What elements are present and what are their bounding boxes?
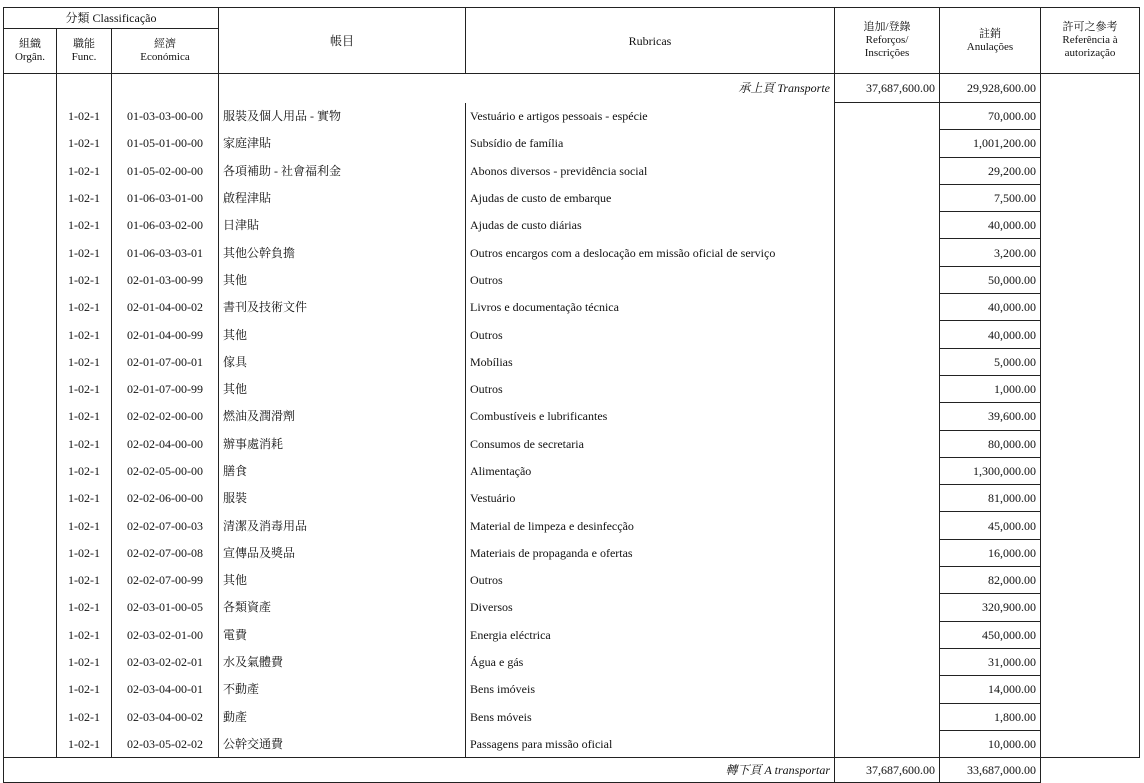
- annulments-amount: 5,000.00: [940, 348, 1041, 375]
- item-zh: 其他: [219, 321, 466, 348]
- item-zh: 各類資產: [219, 594, 466, 621]
- reinforcements-cell: [835, 430, 940, 457]
- organic-cell: [4, 239, 57, 266]
- transport-out-annulments: 33,687,000.00: [940, 758, 1041, 783]
- rubrica-pt: Combustíveis e lubrificantes: [466, 403, 835, 430]
- organic-cell: [4, 648, 57, 675]
- annulments-amount: 14,000.00: [940, 676, 1041, 703]
- item-zh: 水及氣體費: [219, 648, 466, 675]
- reinforcements-cell: [835, 184, 940, 211]
- item-zh: 各項補助 - 社會福利金: [219, 157, 466, 184]
- organic-cell: [4, 567, 57, 594]
- reference-cell: [1041, 184, 1140, 211]
- annulments-amount: 3,200.00: [940, 239, 1041, 266]
- rubrica-pt: Passagens para missão oficial: [466, 730, 835, 757]
- reference-cell: [1041, 621, 1140, 648]
- reinforcements-cell: [835, 103, 940, 130]
- functional-code: 1-02-1: [57, 539, 112, 566]
- economic-code: 02-01-03-00-99: [112, 266, 219, 293]
- annulments-amount: 82,000.00: [940, 567, 1041, 594]
- item-zh: 宣傳品及獎品: [219, 539, 466, 566]
- item-zh: 動產: [219, 703, 466, 730]
- functional-code: 1-02-1: [57, 212, 112, 239]
- functional-code: 1-02-1: [57, 130, 112, 157]
- item-zh: 日津貼: [219, 212, 466, 239]
- transport-out-reinforcements: 37,687,600.00: [835, 758, 940, 783]
- item-zh: 啟程津貼: [219, 184, 466, 211]
- reinforcements-cell: [835, 321, 940, 348]
- reference-cell: [1041, 266, 1140, 293]
- table-row: [4, 184, 1140, 211]
- functional-code: 1-02-1: [57, 375, 112, 402]
- rubrica-pt: Outros: [466, 567, 835, 594]
- economic-code: 02-03-04-00-02: [112, 703, 219, 730]
- organic-cell: [4, 103, 57, 130]
- annulments-amount: 31,000.00: [940, 648, 1041, 675]
- annulments-amount: 1,000.00: [940, 375, 1041, 402]
- economic-code: 02-02-07-00-99: [112, 567, 219, 594]
- reference-cell: [1041, 594, 1140, 621]
- annulments-amount: 70,000.00: [940, 103, 1041, 130]
- rubrica-pt: Ajudas de custo diárias: [466, 212, 835, 239]
- functional-code: 1-02-1: [57, 703, 112, 730]
- reinforcements-cell: [835, 648, 940, 675]
- organic-cell: [4, 457, 57, 484]
- economic-header: 經濟 Económica: [112, 29, 219, 74]
- reference-cell: [1041, 567, 1140, 594]
- economic-code: 02-03-02-01-00: [112, 621, 219, 648]
- reinforcements-cell: [835, 348, 940, 375]
- item-zh: 清潔及消毒用品: [219, 512, 466, 539]
- rubrica-pt: Bens móveis: [466, 703, 835, 730]
- rubrica-pt: Mobílias: [466, 348, 835, 375]
- table-row: [4, 103, 1140, 130]
- reference-cell: [1041, 457, 1140, 484]
- annulments-amount: 50,000.00: [940, 266, 1041, 293]
- rubrica-pt: Outros: [466, 321, 835, 348]
- annulments-amount: 40,000.00: [940, 212, 1041, 239]
- table-row: [4, 266, 1140, 293]
- annulments-amount: 39,600.00: [940, 403, 1041, 430]
- reference-cell: [1041, 321, 1140, 348]
- rubrica-pt: Bens imóveis: [466, 676, 835, 703]
- reference-cell: [1041, 239, 1140, 266]
- functional-code: 1-02-1: [57, 512, 112, 539]
- table-row: [4, 567, 1140, 594]
- item-zh: 公幹交通費: [219, 730, 466, 757]
- transport-in-row: [4, 74, 1140, 103]
- reference-cell: [1041, 294, 1140, 321]
- organic-cell: [4, 375, 57, 402]
- functional-code: 1-02-1: [57, 157, 112, 184]
- reference-cell: [1041, 648, 1140, 675]
- reinforcements-cell: [835, 512, 940, 539]
- annulments-amount: 29,200.00: [940, 157, 1041, 184]
- rubrica-pt: Abonos diversos - previdência social: [466, 157, 835, 184]
- rubrica-pt: Alimentação: [466, 457, 835, 484]
- rubrica-pt: Água e gás: [466, 648, 835, 675]
- functional-code: 1-02-1: [57, 485, 112, 512]
- rubrica-pt: Subsídio de família: [466, 130, 835, 157]
- organic-cell: [4, 676, 57, 703]
- reinforcements-cell: [835, 485, 940, 512]
- table-row: [4, 703, 1140, 730]
- rubrica-pt: Vestuário: [466, 485, 835, 512]
- organic-cell: [4, 539, 57, 566]
- organic-cell: [4, 266, 57, 293]
- transport-in-annulments: 29,928,600.00: [940, 74, 1041, 103]
- reinforcements-cell: [835, 130, 940, 157]
- table-row: [4, 348, 1140, 375]
- economic-code: 02-02-05-00-00: [112, 457, 219, 484]
- annulments-amount: 1,800.00: [940, 703, 1041, 730]
- annulments-amount: 1,300,000.00: [940, 457, 1041, 484]
- transport-in-label: 承上頁 Transporte: [219, 74, 835, 103]
- functional-code: 1-02-1: [57, 103, 112, 130]
- reinforcements-cell: [835, 730, 940, 757]
- organic-cell: [4, 403, 57, 430]
- item-zh: 不動產: [219, 676, 466, 703]
- reinforcements-cell: [835, 567, 940, 594]
- economic-code: 02-01-04-00-99: [112, 321, 219, 348]
- annulments-amount: 1,001,200.00: [940, 130, 1041, 157]
- reinforcements-header: 追加/登錄 Reforços/ Inscrições: [835, 8, 940, 74]
- reinforcements-cell: [835, 239, 940, 266]
- economic-code: 01-06-03-03-01: [112, 239, 219, 266]
- economic-code: 02-03-05-02-02: [112, 730, 219, 757]
- item-zh: 其他: [219, 266, 466, 293]
- rubrica-pt: Diversos: [466, 594, 835, 621]
- item-zh: 其他: [219, 375, 466, 402]
- transport-out-row: [4, 758, 1140, 783]
- rubrica-pt: Outros encargos com a deslocação em missão oficial de serviço: [466, 239, 835, 266]
- economic-code: 02-03-01-00-05: [112, 594, 219, 621]
- annulments-amount: 10,000.00: [940, 730, 1041, 757]
- functional-code: 1-02-1: [57, 266, 112, 293]
- economic-code: 02-02-02-00-00: [112, 403, 219, 430]
- functional-code: 1-02-1: [57, 730, 112, 757]
- reference-cell: [1041, 403, 1140, 430]
- functional-code: 1-02-1: [57, 348, 112, 375]
- annulments-amount: 7,500.00: [940, 184, 1041, 211]
- reference-cell: [1041, 375, 1140, 402]
- reference-cell: [1041, 348, 1140, 375]
- annulments-amount: 45,000.00: [940, 512, 1041, 539]
- reinforcements-cell: [835, 375, 940, 402]
- reference-cell: [1041, 212, 1140, 239]
- table-row: [4, 294, 1140, 321]
- economic-code: 02-02-07-00-03: [112, 512, 219, 539]
- reinforcements-cell: [835, 594, 940, 621]
- economic-code: 02-01-07-00-99: [112, 375, 219, 402]
- annulments-amount: 16,000.00: [940, 539, 1041, 566]
- rubrica-pt: Livros e documentação técnica: [466, 294, 835, 321]
- item-zh: 服裝及個人用品 - 實物: [219, 103, 466, 130]
- ledger-table: [3, 7, 1140, 783]
- reinforcements-cell: [835, 212, 940, 239]
- table-row: [4, 676, 1140, 703]
- item-zh: 膳食: [219, 457, 466, 484]
- table-row: [4, 539, 1140, 566]
- table-row: [4, 457, 1140, 484]
- ledger-body: [4, 74, 1140, 758]
- functional-code: 1-02-1: [57, 294, 112, 321]
- economic-code: 01-05-01-00-00: [112, 130, 219, 157]
- item-zh: 書刊及技術文件: [219, 294, 466, 321]
- economic-code: 01-03-03-00-00: [112, 103, 219, 130]
- economic-code: 02-02-04-00-00: [112, 430, 219, 457]
- organic-cell: [4, 157, 57, 184]
- rubrica-pt: Material de limpeza e desinfecção: [466, 512, 835, 539]
- rubrica-pt: Energia eléctrica: [466, 621, 835, 648]
- economic-code: 02-03-04-00-01: [112, 676, 219, 703]
- annulments-amount: 40,000.00: [940, 294, 1041, 321]
- organic-header: 組織 Orgân.: [4, 29, 57, 74]
- reinforcements-cell: [835, 457, 940, 484]
- reinforcements-cell: [835, 294, 940, 321]
- functional-code: 1-02-1: [57, 184, 112, 211]
- table-row: [4, 403, 1140, 430]
- organic-cell: [4, 703, 57, 730]
- table-row: [4, 512, 1140, 539]
- organic-cell: [4, 212, 57, 239]
- organic-cell: [4, 130, 57, 157]
- organic-cell: [4, 621, 57, 648]
- organic-cell: [4, 594, 57, 621]
- table-row: [4, 430, 1140, 457]
- organic-cell: [4, 321, 57, 348]
- transport-in-reinforcements: 37,687,600.00: [835, 74, 940, 103]
- rubrica-pt: Consumos de secretaria: [466, 430, 835, 457]
- item-zh: 傢具: [219, 348, 466, 375]
- economic-code: 02-01-07-00-01: [112, 348, 219, 375]
- table-row: [4, 239, 1140, 266]
- table-row: [4, 730, 1140, 757]
- functional-code: 1-02-1: [57, 403, 112, 430]
- functional-code: 1-02-1: [57, 430, 112, 457]
- organic-cell: [4, 512, 57, 539]
- reference-cell: [1041, 703, 1140, 730]
- reinforcements-cell: [835, 266, 940, 293]
- item-zh: 其他: [219, 567, 466, 594]
- functional-code: 1-02-1: [57, 239, 112, 266]
- transport-out-label: 轉下頁 A transportar: [4, 758, 835, 783]
- economic-code: 02-02-07-00-08: [112, 539, 219, 566]
- classification-header: 分類 Classificação: [4, 8, 219, 29]
- annulments-amount: 450,000.00: [940, 621, 1041, 648]
- reference-cell: [1041, 157, 1140, 184]
- rubricas-header: Rubricas: [466, 8, 835, 74]
- economic-code: 01-06-03-02-00: [112, 212, 219, 239]
- functional-header: 職能 Func.: [57, 29, 112, 74]
- reinforcements-cell: [835, 157, 940, 184]
- table-row: [4, 485, 1140, 512]
- annulments-amount: 320,900.00: [940, 594, 1041, 621]
- reinforcements-cell: [835, 621, 940, 648]
- table-row: [4, 321, 1140, 348]
- economic-code: 01-06-03-01-00: [112, 184, 219, 211]
- reference-cell: [1041, 676, 1140, 703]
- item-zh: 辦事處消耗: [219, 430, 466, 457]
- reinforcements-cell: [835, 539, 940, 566]
- item-zh: 燃油及潤滑劑: [219, 403, 466, 430]
- item-zh: 服裝: [219, 485, 466, 512]
- functional-code: 1-02-1: [57, 621, 112, 648]
- economic-code: 02-02-06-00-00: [112, 485, 219, 512]
- reference-cell: [1041, 539, 1140, 566]
- economic-code: 01-05-02-00-00: [112, 157, 219, 184]
- organic-cell: [4, 184, 57, 211]
- rubrica-pt: Outros: [466, 266, 835, 293]
- rubrica-pt: Vestuário e artigos pessoais - espécie: [466, 103, 835, 130]
- table-row: [4, 621, 1140, 648]
- table-row: [4, 594, 1140, 621]
- reference-header: 許可之參考 Referência à autorização: [1041, 8, 1140, 74]
- item-zh: 電費: [219, 621, 466, 648]
- annulments-amount: 40,000.00: [940, 321, 1041, 348]
- item-zh: 其他公幹負擔: [219, 239, 466, 266]
- reference-cell: [1041, 485, 1140, 512]
- reference-cell: [1041, 730, 1140, 757]
- rubrica-pt: Materiais de propaganda e ofertas: [466, 539, 835, 566]
- reference-cell: [1041, 512, 1140, 539]
- table-row: [4, 648, 1140, 675]
- economic-code: 02-03-02-02-01: [112, 648, 219, 675]
- table-row: [4, 157, 1140, 184]
- functional-code: 1-02-1: [57, 648, 112, 675]
- functional-code: 1-02-1: [57, 567, 112, 594]
- functional-code: 1-02-1: [57, 321, 112, 348]
- annulments-header: 註銷 Anulações: [940, 8, 1041, 74]
- annulments-amount: 81,000.00: [940, 485, 1041, 512]
- rubrica-pt: Outros: [466, 375, 835, 402]
- organic-cell: [4, 294, 57, 321]
- functional-code: 1-02-1: [57, 457, 112, 484]
- reference-cell: [1041, 430, 1140, 457]
- organic-cell: [4, 730, 57, 757]
- economic-code: 02-01-04-00-02: [112, 294, 219, 321]
- functional-code: 1-02-1: [57, 676, 112, 703]
- item-zh: 家庭津貼: [219, 130, 466, 157]
- table-row: [4, 130, 1140, 157]
- reference-cell: [1041, 130, 1140, 157]
- table-row: [4, 212, 1140, 239]
- functional-code: 1-02-1: [57, 594, 112, 621]
- organic-cell: [4, 430, 57, 457]
- table-row: [4, 375, 1140, 402]
- rubrica-pt: Ajudas de custo de embarque: [466, 184, 835, 211]
- organic-cell: [4, 485, 57, 512]
- reinforcements-cell: [835, 676, 940, 703]
- organic-cell: [4, 348, 57, 375]
- reference-cell: [1041, 103, 1140, 130]
- annulments-amount: 80,000.00: [940, 430, 1041, 457]
- item-zh-header: 帳目: [219, 8, 466, 74]
- reinforcements-cell: [835, 403, 940, 430]
- reinforcements-cell: [835, 703, 940, 730]
